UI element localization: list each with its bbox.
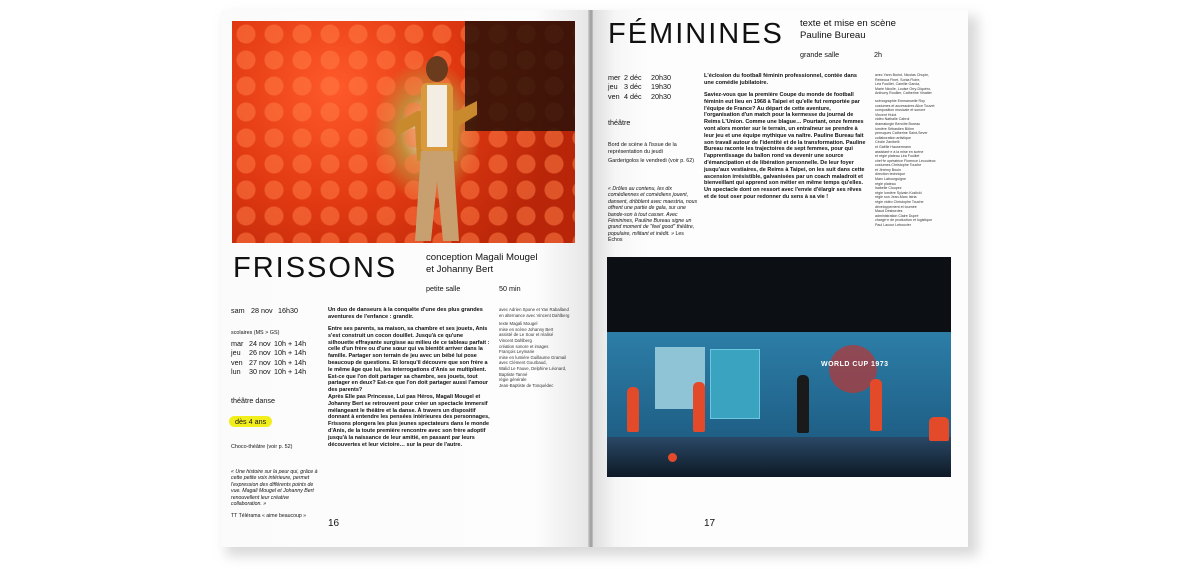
frissons-photo [232, 21, 575, 243]
genre: théâtre danse [231, 396, 275, 405]
quote-source: TT Télérama « aime beaucoup » [231, 513, 307, 519]
venue: petite salle [426, 284, 461, 293]
lead-text: L'éclosion du football féminin professionnel, contée dans une comédie jubilatoire. [704, 73, 857, 86]
duration: 50 min [499, 284, 521, 293]
press-quote: « Drôles au contenu, les dix comédiennes et comédiens jouent, dansent, dribblent avec maestria, nous offrent une partie de gala, sur une bande-son à tout casser. Avec Féminines, Pauline Bureau signe un grand moment de "feel good" théâtre, populaire, militant et inédit. » Les Échos [608, 186, 698, 244]
date-day: sam [231, 306, 245, 315]
list-item: mer 2 déc 20h30 [608, 73, 671, 82]
credit-line: conception Magali Mougel [426, 252, 538, 263]
press-quote: « Une histoire sur la peur qui, grâce à cette petite voix intérieure, permet l'expression des différents points de vue. Magali Mougel et Johanny Bert renouvellent leur créative collaboration. » [231, 469, 318, 508]
genre: théâtre [608, 118, 631, 127]
dancer-figure-icon [397, 51, 477, 241]
duration: 2h [874, 50, 882, 59]
body-text: Entre ses parents, sa maison, sa chambre et ses jouets, Anis s'est construit un cocon douillet. Jusqu'à ce qu'une silhouette effrayante surgisse au milieu de ce tableau parfait : celle d'un frère ou d'une sœur qui va bientôt arriver dans la famille. Partager son terrain de jeu avec un bébé lui pose beaucoup de questions. Et lorsqu'il découvre que son frère a le même âge que lui, les interrogations d'Anis se multiplient. Est-ce que l'on doit partager sa chambre, ses jouets, tout partager en deux? Est-ce que l'on doit partager aussi l'amour des parents? Après Elle pas Princesse, Lui pas Héros, Magali Mougel et Johanny Bert se retrouvent pour créer un spectacle immersif mélangeant le théâtre et la danse. À travers un dispositif donnant à entendre les pensées intérieures des personnages, Frissons plongera les plus jeunes spectateurs dans le monde d'Anis, de la toute première rencontre avec son frère adoptif jusqu'à la naissance de leur amitié, en passant par leurs découvertes et leur victoire… sur la peur de l'autre. [328, 326, 490, 448]
age-badge: dès 4 ans [229, 417, 272, 426]
stage-banner: WORLD CUP 1973 [821, 361, 889, 368]
public-date [231, 306, 326, 315]
show-dates [608, 73, 718, 101]
extra-info: Bord de scène à l'issue de la représentation du jeudi Garderigolos le vendredi (voir p. 62) [608, 142, 694, 165]
page-number: 17 [704, 518, 716, 529]
school-label: scolaires (MS > GS) [231, 330, 280, 336]
list-item: lun 30 nov 10h + 14h [231, 367, 307, 377]
show-title: FÉMININES [608, 18, 784, 50]
school-dates [231, 339, 341, 377]
credit-line: Pauline Bureau [800, 30, 866, 41]
list-item: jeu 3 déc 19h30 [608, 82, 671, 92]
list-item: ven 27 nov 10h + 14h [231, 357, 307, 367]
venue: grande salle [800, 50, 840, 59]
show-title: FRISSONS [233, 252, 398, 284]
list-item: mar 24 nov 10h + 14h [231, 339, 307, 348]
side-credits: avec Adrien Spone et Yan Raballand en alternance avec Vincent Dahlberg texte Magali Mougel mise en scène Johanny Bert assisté de Le Sour et réalisé Vincent Dahlberg création sonore et images François Leymarie mise en lumière Guillaume Gramail avec Clément Gourbaud, Walid Le Fauve, Delphine Léonard, Baptiste Tanné régie générale Jean-Baptiste de Tonquédec [499, 307, 570, 388]
credit-line: et Johanny Bert [426, 264, 494, 275]
cross-ref: Choco-théâtre (voir p. 52) [231, 444, 293, 450]
lead-text: Un duo de danseurs à la conquête d'une des plus grandes aventures de l'enfance : grandir. [328, 307, 483, 320]
page-number: 16 [328, 518, 340, 529]
left-page [221, 10, 590, 547]
list-item: jeu 26 nov 10h + 14h [231, 348, 307, 358]
feminines-stage-photo [607, 257, 951, 477]
body-text: Saviez-vous que la première Coupe du monde de football féminin eut lieu en 1968 à Taipei et qu'elle fut remportée par l'équipe de France? Au départ de cette aventure, l'organisation d'un match pour la kermesse du journal de Reims L'Union. Comme une blague… Pourtant, onze femmes vont alors monter sur le terrain, un entraîneur se prendre à leur jeu et une équipe mythique va naître. Pauline Bureau fait son travail autour de l'identité et de la transformation. Pauline Bureau raconte les trajectoires de sept femmes, pour qui l'apprentissage du ballon rond va devenir une source d'émancipation et de libération personnelle. De leur foyer jusqu'aux vestiaires, de Reims à Taipei, on les suit dans cette ascension irrésistible, galvanisées par un coach maladroit et bienveillant qui apprend son métier en même temps qu'elles. Un spectacle dont on ressort avec l'envie d'élargir ses rêves et de tout oser pour redonner du sens à sa vie ! [704, 92, 866, 200]
right-page [593, 10, 968, 547]
date-time: 16h30 [278, 306, 298, 315]
quote-source: Les Échos [608, 230, 684, 244]
ball-icon [668, 453, 677, 462]
list-item: ven 4 déc 20h30 [608, 91, 671, 101]
date-date: 28 nov [251, 306, 273, 315]
credit-block [426, 252, 537, 276]
credit-line: texte et mise en scène [800, 18, 896, 29]
side-credits: avec Yann Burlot, Nicolas Chupin, Rebecca Finet, Sonia Floire, Léa Fouillet, Camille Garcia, Marie Nicolle, Louise Orry-Diquéro, Anthony Roullier, Catherine Vinatier scénographie Emmanuelle Roy costumes et accessoires Alice Touvet composition musicale et sonore Vincent Hulot vidéo Nathalie Cabrol dramaturgie Benoîte Bureau lumière Sébastien Böhm perruques Catherine Saint-Sever collaboration artistique Cécile Zanibelli et Gaëlle Hausermann assistant·e à la mise en scène et régie plateau Léa Fouillet chef·fe opératrice Florence Lecouteux costumes Christophe Touche et Jérémy Bouin direction technique Marc Labourguigne régie plateau Isabelle Cloupez régie lumière Sylvain Kozlicki régie son Jean-Marc Istria régie vidéo Christophe Touche développement et tournée Maud Desbordes administration Claire Dupré chargé·e de production et logistique Paul Lacour Lebouvier [875, 73, 936, 227]
credit-block [800, 18, 896, 42]
